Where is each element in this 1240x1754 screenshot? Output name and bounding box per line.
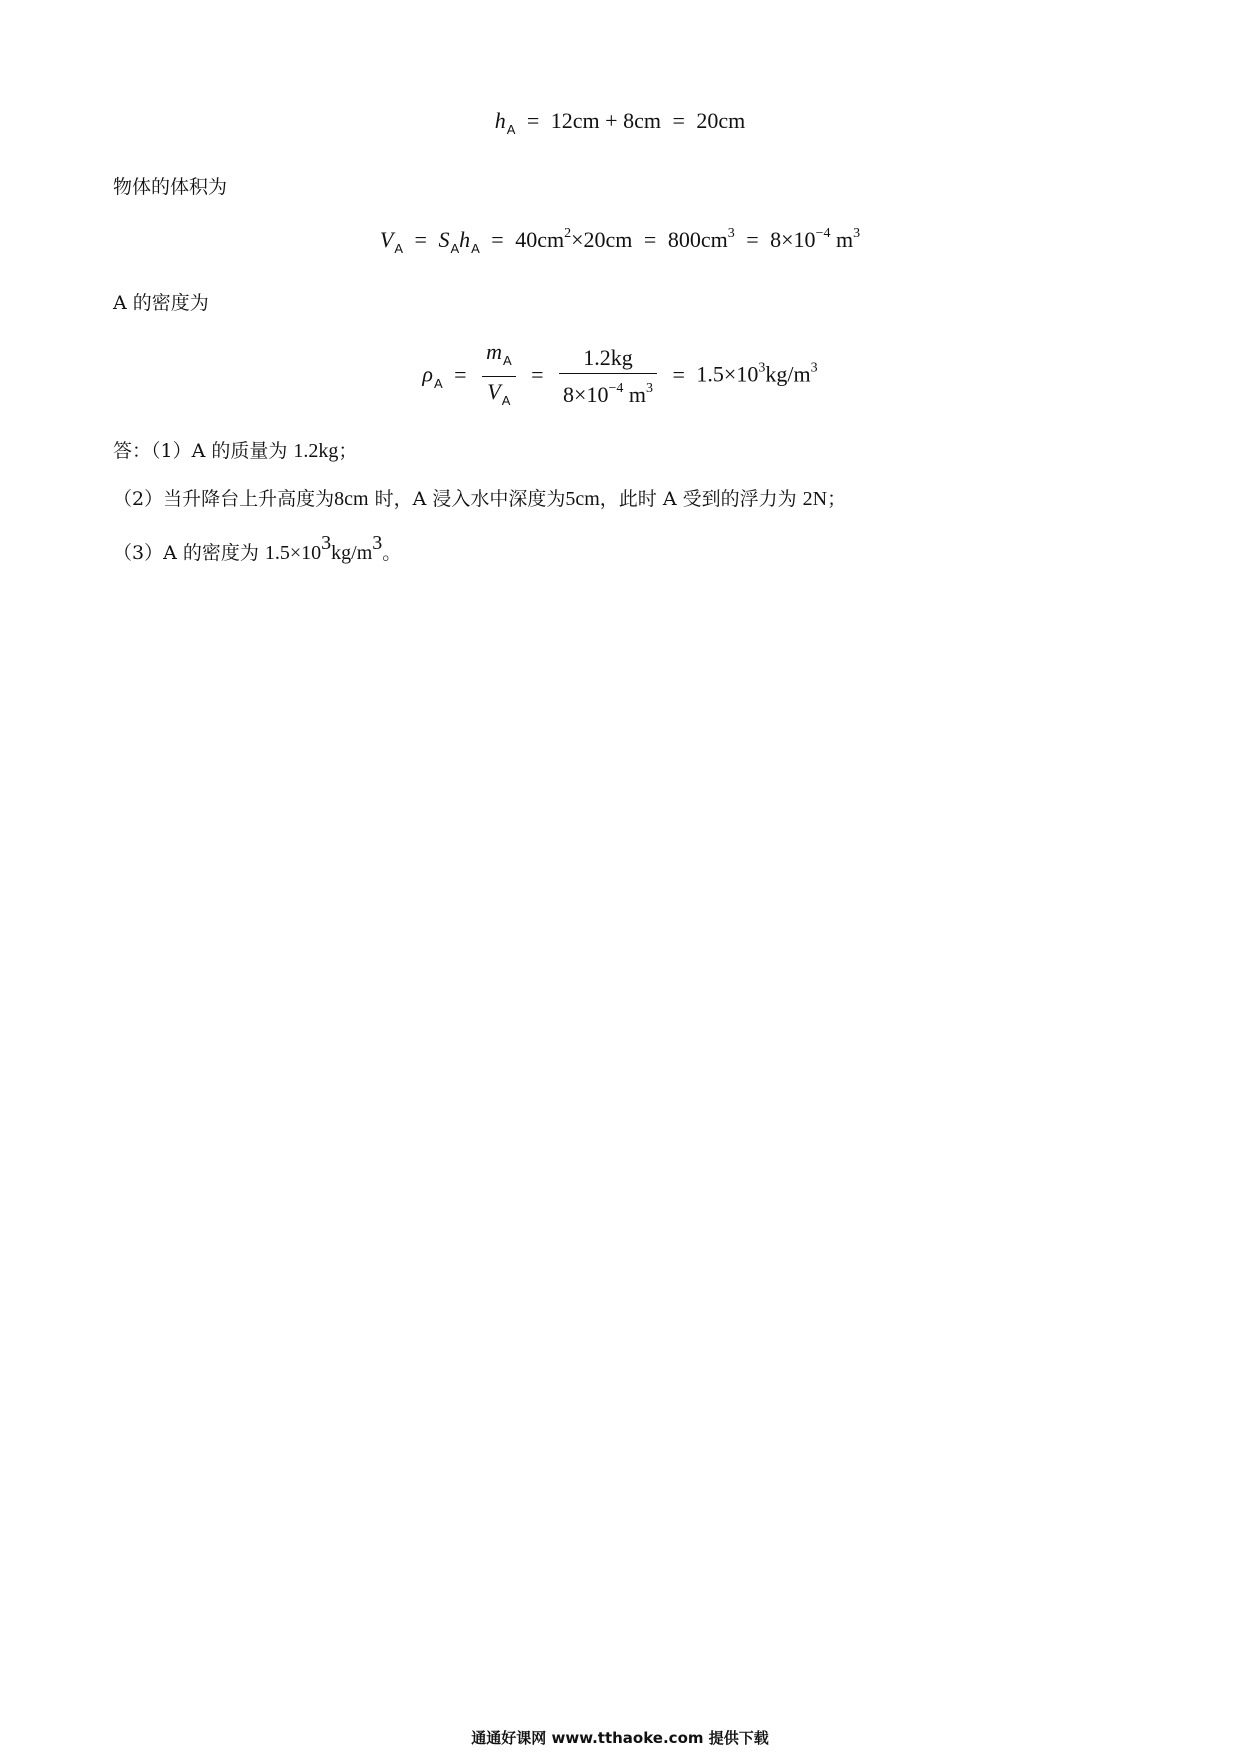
answer-punct: 。 <box>382 542 402 564</box>
formula-unit: m <box>623 382 646 407</box>
formula-density: $\rho_A$ = $\frac{m_A}{V_A}$ = $\frac{1.2kg}{8\times 10^{-4} m^3}$ = $1.5\times 10^3kg/m^3$ <box>0 337 1240 416</box>
formula-exponent: −4 <box>815 226 831 241</box>
formula-superscript: 3 <box>853 226 861 241</box>
answer-punct: ； <box>827 488 847 510</box>
answer-text: （2）当升降台上升高度为 <box>113 488 335 510</box>
formula-variable: V <box>379 227 394 252</box>
answer-unit: kg/m <box>331 542 373 564</box>
paragraph-density-intro: A 的密度为 <box>113 292 209 314</box>
answer-exponent: 3 <box>321 532 332 554</box>
fraction-mass-over-volume <box>482 337 516 416</box>
answer-text: 答：（1）A 的质量为 <box>113 440 294 462</box>
answer-value: 2N <box>802 488 828 510</box>
paragraph-volume-intro: 物体的体积为 <box>113 176 228 198</box>
formula-subscript: A <box>394 241 404 256</box>
answer-value: 5cm <box>565 488 600 510</box>
formula-value: 800cm <box>667 227 728 252</box>
formula-variable: S <box>438 227 450 252</box>
formula-variable: h <box>494 108 506 133</box>
formula-value: 1.5×10 <box>696 361 759 387</box>
formula-value: 8×10 <box>563 382 609 407</box>
formula-unit: m <box>830 227 854 252</box>
formula-superscript: 3 <box>810 360 818 376</box>
formula-result: 20cm <box>696 108 746 133</box>
answer-3 <box>113 532 401 565</box>
fraction-numeric <box>559 343 657 410</box>
formula-variable: h <box>459 227 471 252</box>
formula-subscript: A <box>502 353 512 368</box>
answer-text: ，此时 A 受到的浮力为 <box>599 488 803 510</box>
formula-subscript: A <box>433 375 443 391</box>
formula-superscript: 3 <box>646 381 653 396</box>
formula-exponent: −4 <box>608 381 624 396</box>
formula-term: 40cm <box>515 227 565 252</box>
formula-operator: × <box>571 227 584 252</box>
formula-volume: $V_A = S_Ah_A = 40cm^2\times 20cm = 800cm^3 = 8\times 10^{-4}$ $m^3$ <box>379 226 861 256</box>
formula-subscript: A <box>450 241 460 256</box>
answer-value: 1.5×10 <box>264 542 322 564</box>
answer-value: 1.2kg <box>293 440 339 462</box>
answer-punct: ； <box>338 440 358 462</box>
fraction-numerator: 1.2kg <box>559 343 657 374</box>
formula-expression: 12cm + 8cm <box>550 108 661 133</box>
formula-variable: V <box>487 379 501 404</box>
formula-exponent: 3 <box>758 360 766 376</box>
formula-subscript: A <box>501 393 511 408</box>
answer-text: （3）A 的密度为 <box>113 542 265 564</box>
page-footer: 通通好课网 www.tthaoke.com 提供下载 <box>471 1729 769 1747</box>
formula-value: 8×10 <box>770 227 816 252</box>
formula-subscript: A <box>506 122 516 137</box>
answer-1 <box>113 436 357 463</box>
answer-text: 时，A 浸入水中深度为 <box>368 488 566 510</box>
formula-subscript: A <box>471 241 480 256</box>
formula-superscript: 3 <box>727 226 735 241</box>
answer-2 <box>113 484 846 511</box>
formula-unit: kg/m <box>765 361 811 387</box>
formula-variable: ρ <box>422 361 433 387</box>
formula-height: $h_A = 12cm + 8cm = 20cm$ <box>494 108 746 137</box>
formula-variable: m <box>486 339 502 364</box>
formula-term: 20cm <box>583 227 633 252</box>
answer-value: 8cm <box>334 488 369 510</box>
answer-superscript: 3 <box>372 532 383 554</box>
formula-superscript: 2 <box>564 226 572 241</box>
